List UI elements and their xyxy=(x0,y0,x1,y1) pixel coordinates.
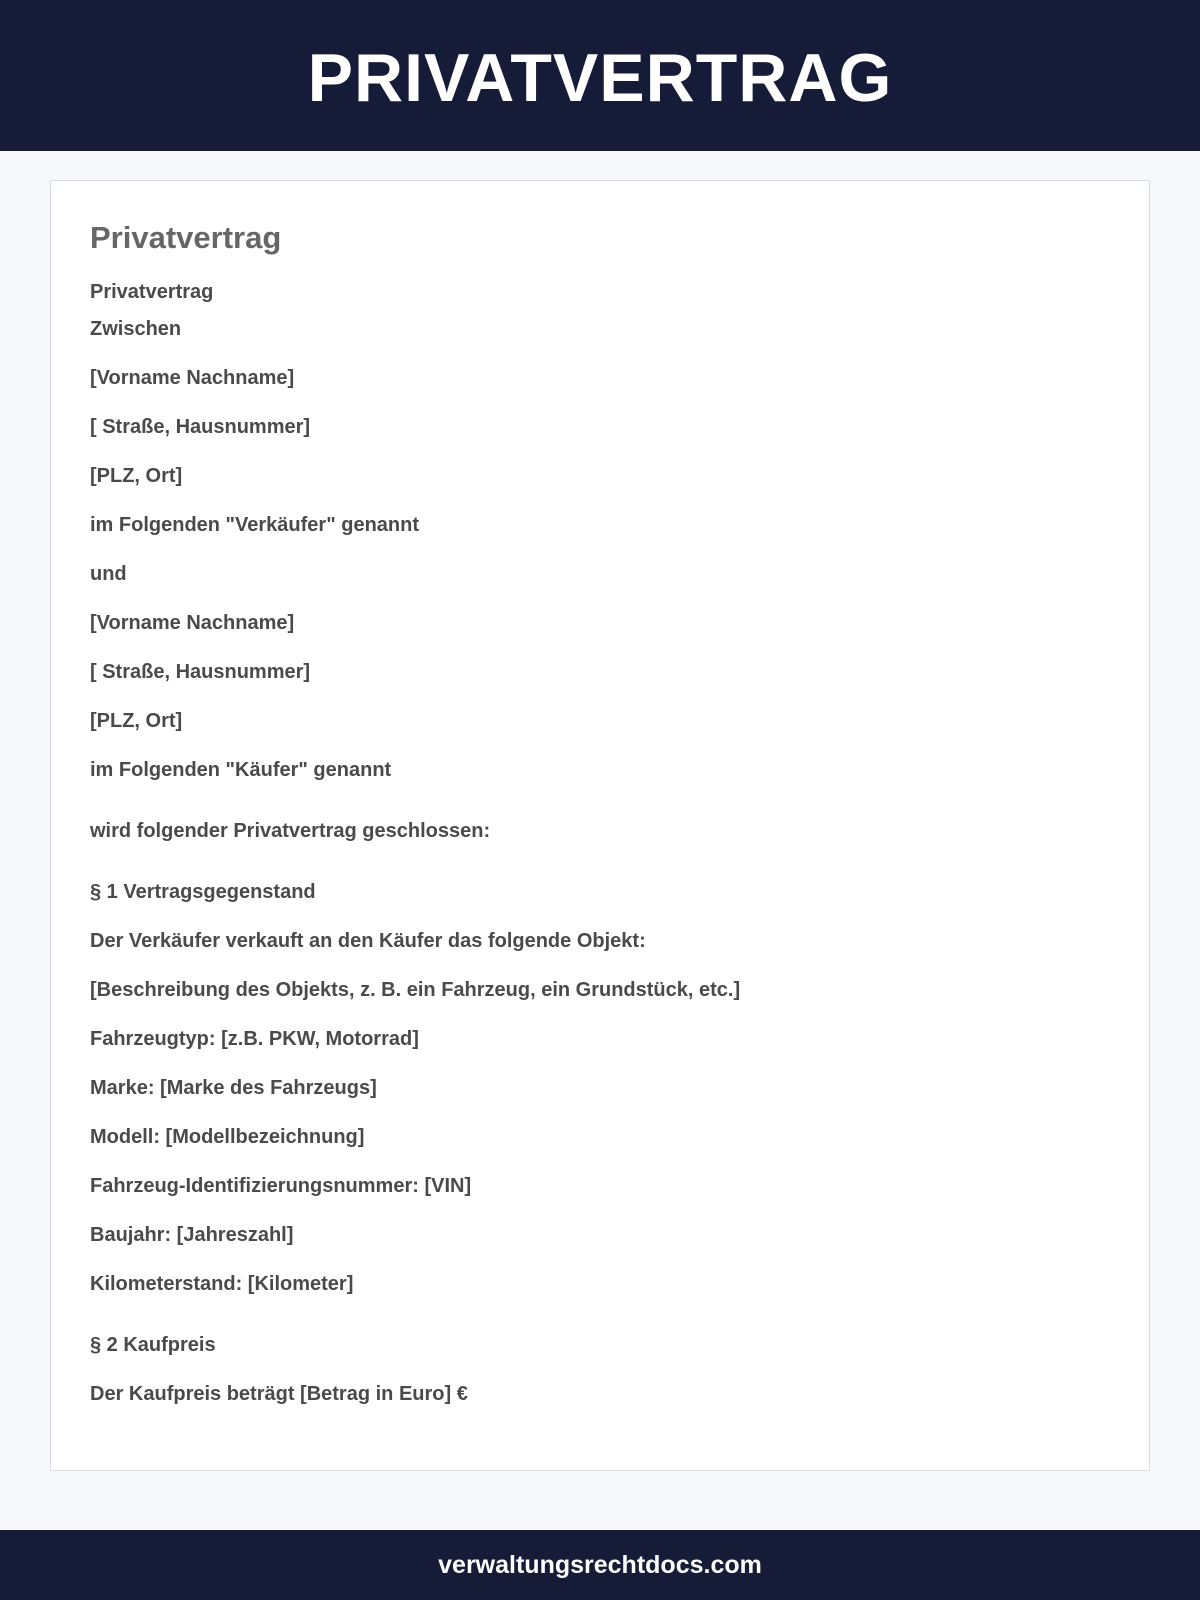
doc-line-mileage: Kilometerstand: [Kilometer] xyxy=(90,1273,354,1295)
doc-line-seller-role: im Folgenden "Verkäufer" genannt xyxy=(90,514,420,536)
doc-line-vin: Fahrzeug-Identifizierungsnummer: [VIN] xyxy=(90,1175,472,1197)
banner-title: PRIVATVERTRAG xyxy=(307,39,893,116)
doc-line-sale-statement: Der Verkäufer verkauft an den Käufer das folgende Objekt: xyxy=(90,930,646,952)
doc-line-contract-name: Privatvertrag xyxy=(90,281,214,303)
header-banner xyxy=(0,0,1200,151)
doc-line-model: Modell: [Modellbezeichnung] xyxy=(90,1126,365,1148)
doc-line-seller-city: [PLZ, Ort] xyxy=(90,465,183,487)
section-heading-2: § 2 Kaufpreis xyxy=(90,1334,216,1356)
doc-line-object-description: [Beschreibung des Objekts, z. B. ein Fahrzeug, ein Grundstück, etc.] xyxy=(90,979,741,1001)
footer-site-name: verwaltungsrechtdocs.com xyxy=(438,1550,762,1579)
doc-line-buyer-street: [ Straße, Hausnummer] xyxy=(90,661,311,683)
doc-line-between: Zwischen xyxy=(90,318,182,340)
doc-line-buyer-role: im Folgenden "Käufer" genannt xyxy=(90,759,392,781)
doc-line-buyer-city: [PLZ, Ort] xyxy=(90,710,183,732)
doc-line-price: Der Kaufpreis beträgt [Betrag in Euro] € xyxy=(90,1383,468,1405)
doc-line-conclusion: wird folgender Privatvertrag geschlossen: xyxy=(90,820,491,842)
doc-line-seller-street: [ Straße, Hausnummer] xyxy=(90,416,311,438)
doc-line-seller-name: [Vorname Nachname] xyxy=(90,367,295,389)
doc-line-vehicle-type: Fahrzeugtyp: [z.B. PKW, Motorrad] xyxy=(90,1028,419,1050)
document-title: Privatvertrag xyxy=(90,220,282,255)
doc-line-and: und xyxy=(90,563,127,585)
doc-line-buyer-name: [Vorname Nachname] xyxy=(90,612,295,634)
doc-line-year: Baujahr: [Jahreszahl] xyxy=(90,1224,294,1246)
doc-line-brand: Marke: [Marke des Fahrzeugs] xyxy=(90,1077,377,1099)
footer-bar xyxy=(0,1530,1200,1600)
section-heading-1: § 1 Vertragsgegenstand xyxy=(90,881,316,903)
